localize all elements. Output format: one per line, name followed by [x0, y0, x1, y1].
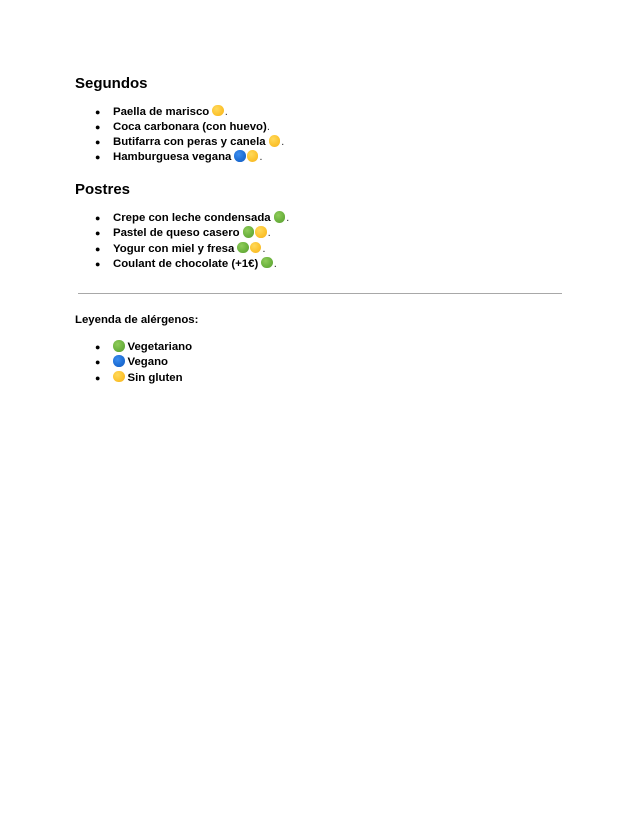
- dish-name: Coca carbonara (con huevo): [113, 120, 267, 133]
- yellow-circle-icon: [247, 150, 259, 162]
- bullet-icon: ●: [95, 213, 101, 223]
- bullet-icon: ●: [95, 357, 101, 368]
- bullet-icon: ●: [95, 152, 101, 163]
- bullet-icon: ●: [95, 342, 101, 352]
- legend-title: Leyenda de alérgenos:: [75, 314, 199, 326]
- yellow-circle-icon: [113, 371, 125, 383]
- horizontal-divider: [78, 293, 562, 294]
- bullet-icon: ●: [95, 106, 101, 117]
- bullet-icon: ●: [95, 137, 101, 148]
- legend-label: Sin gluten: [127, 371, 183, 384]
- section-heading-postres: Postres: [75, 181, 131, 198]
- legend-label: Vegano: [127, 356, 169, 369]
- period: .: [273, 257, 277, 270]
- period: .: [266, 120, 270, 133]
- bullet-icon: ●: [95, 372, 101, 383]
- period: .: [267, 227, 271, 240]
- bullet-icon: ●: [95, 228, 101, 239]
- bullet-icon: ●: [95, 243, 101, 254]
- bullet-icon: ●: [95, 121, 101, 132]
- green-circle-icon: [261, 257, 273, 269]
- section-heading-segundos: Segundos: [75, 75, 148, 92]
- dish-name: Coulant de chocolate (+1€): [113, 257, 259, 270]
- dish-name: Crepe con leche condensada: [113, 212, 271, 224]
- bullet-icon: ●: [95, 258, 101, 269]
- period: .: [224, 105, 228, 118]
- dish-name: Pastel de queso casero: [113, 227, 240, 240]
- green-circle-icon: [237, 242, 249, 254]
- yellow-circle-icon: [269, 135, 281, 147]
- period: .: [262, 242, 266, 255]
- dish-name: Yogur con miel y fresa: [113, 242, 235, 255]
- dish-name: Butifarra con peras y canela: [113, 136, 266, 149]
- blue-circle-icon: [234, 150, 246, 162]
- legend-label: Vegetariano: [127, 341, 193, 353]
- yellow-circle-icon: [212, 105, 224, 117]
- dish-name: Paella de marisco: [113, 105, 210, 118]
- period: .: [259, 151, 263, 164]
- yellow-circle-icon: [250, 242, 262, 254]
- dish-name: Hamburguesa vegana: [113, 151, 232, 164]
- period: .: [281, 136, 285, 149]
- yellow-circle-icon: [255, 226, 267, 238]
- green-circle-icon: [113, 340, 125, 352]
- green-circle-icon: [274, 211, 286, 223]
- period: .: [286, 212, 290, 224]
- blue-circle-icon: [113, 355, 125, 367]
- green-circle-icon: [243, 226, 255, 238]
